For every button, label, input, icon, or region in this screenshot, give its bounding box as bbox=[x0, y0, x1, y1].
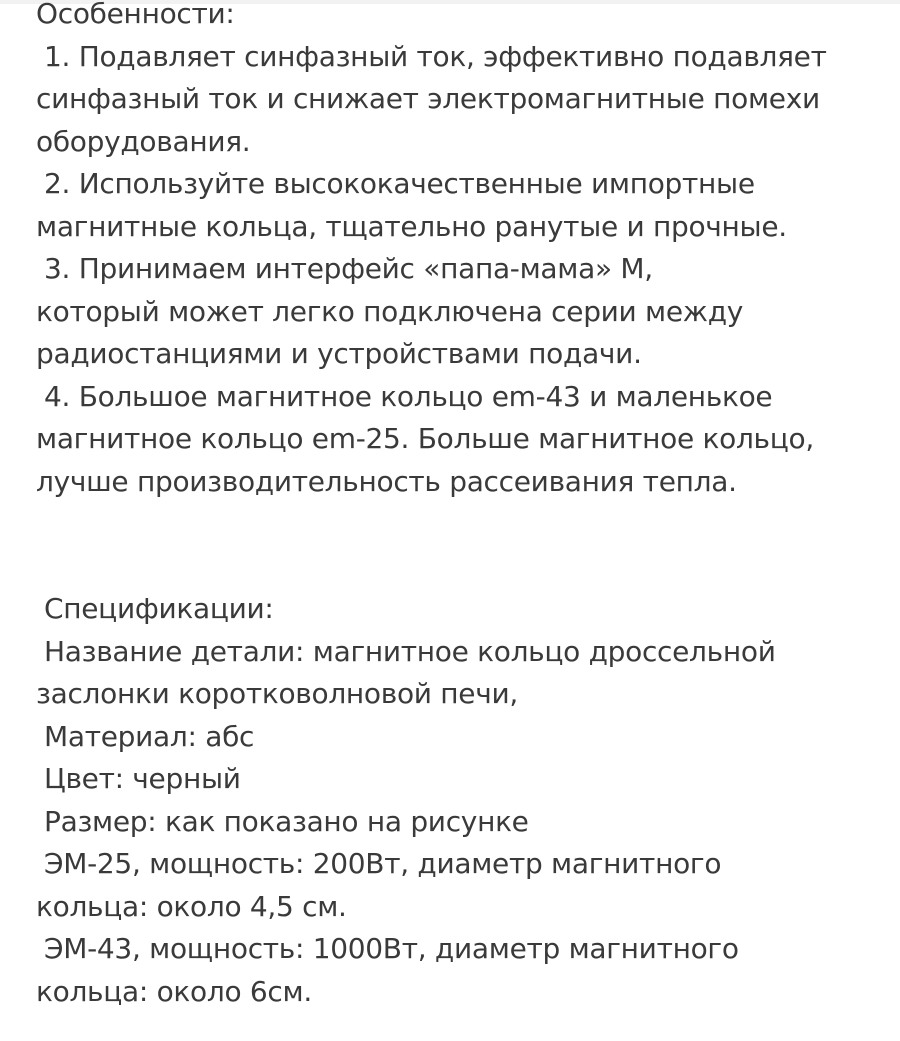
spec-part-name-line-2: заслонки коротковолновой печи, bbox=[36, 677, 518, 710]
feature-3-line-1: 3. Принимаем интерфейс «папа-мама» M, bbox=[44, 252, 653, 285]
feature-3-line-3: радиостанциями и устройствами подачи. bbox=[36, 337, 642, 370]
features-heading: Особенности: bbox=[36, 0, 235, 30]
spec-color: Цвет: черный bbox=[44, 762, 241, 795]
product-description-text bbox=[36, 0, 886, 1013]
spec-size: Размер: как показано на рисунке bbox=[44, 804, 529, 838]
feature-4-line-1: 4. Большое магнитное кольцо em-43 и маленькое bbox=[44, 379, 773, 413]
feature-1-line-1: 1. Подавляет синфазный ток, эффективно подавляет bbox=[44, 39, 827, 73]
spec-material: Материал: абс bbox=[44, 719, 255, 753]
feature-4-line-2: магнитное кольцо em-25. Больше магнитное кольцо, bbox=[36, 422, 814, 455]
feature-4-line-3: лучше производительность рассеивания тепла. bbox=[36, 464, 737, 498]
spec-em25-line-1: ЭМ-25, мощность: 200Вт, диаметр магнитного bbox=[44, 847, 722, 880]
spec-em43-line-2: кольца: около 6см. bbox=[36, 974, 312, 1008]
specs-heading: Спецификации: bbox=[44, 592, 274, 625]
feature-1-line-2: синфазный ток и снижает электромагнитные помехи bbox=[36, 82, 820, 115]
section-spacer bbox=[36, 503, 886, 588]
spec-em25-line-2: кольца: около 4,5 см. bbox=[36, 889, 347, 923]
spec-em43-line-1: ЭМ-43, мощность: 1000Вт, диаметр магнитного bbox=[44, 932, 739, 965]
spec-part-name-line-1: Название детали: магнитное кольцо дроссельной bbox=[44, 634, 776, 668]
feature-1-line-3: оборудования. bbox=[36, 124, 251, 158]
feature-3-line-2: который может легко подключена серии между bbox=[36, 294, 744, 328]
feature-2-line-2: магнитные кольца, тщательно ранутые и прочные. bbox=[36, 209, 787, 243]
feature-2-line-1: 2. Используйте высококачественные импортные bbox=[44, 167, 755, 200]
